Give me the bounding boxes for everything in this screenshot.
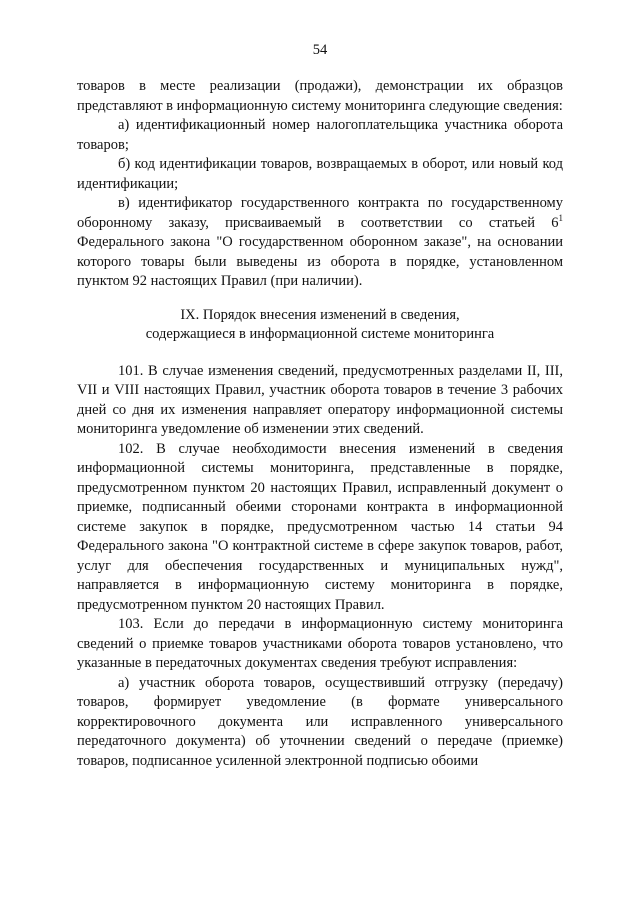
section-heading [77,306,563,345]
paragraph-101: 101. В случае изменения сведений, предусмотренных разделами II, III, VII и VIII настоящих Правил, участник оборота товаров в течение 3 рабочих дней со дня их изменения направляет оператору информационной системы мониторинга уведомление об изменении этих сведений. [77,362,563,437]
paragraph-continuation: товаров в месте реализации (продажи), демонстрации их образцов представляют в информационную систему мониторинга следующие сведения: [77,78,563,114]
paragraph-item-a: а) идентификационный номер налогоплательщика участника оборота товаров; [77,117,563,153]
article-superscript: 1 [558,212,563,223]
paragraph-103-a: а) участник оборота товаров, осуществивший отгрузку (передачу) товаров, формирует уведомление (в формате универсального корректировочного документа или исправленного универсального передаточного документа) об уточнении сведений о передаче (приемке) товаров, подписанное усиленной электронной подписью обоими [77,674,563,769]
section-heading-line-1: IX. Порядок внесения изменений в сведения, [180,306,460,323]
paragraph-item-v [77,194,563,292]
paragraph-103: 103. Если до передачи в информационную систему мониторинга сведений о приемке товаров участниками оборота товаров установлено, что указанные в передаточных документах сведения требуют исправления: [77,616,563,671]
paragraph-item-b: б) код идентификации товаров, возвращаемых в оборот, или новый код идентификации; [77,156,563,192]
document-body [77,77,563,771]
paragraph-item-v-before: в) идентификатор государственного контракта по государственному оборонному заказу, присваиваемый в соответствии со статьей 6 [77,195,563,231]
paragraph-item-v-after: Федерального закона "О государственном оборонном заказе", на основании которого товары были выведены из оборота в порядке, установленном пунктом 92 настоящих Правил (при наличии). [77,234,563,289]
paragraph-102: 102. В случае необходимости внесения изменений в сведения информационной системы мониторинга, представленные в порядке, предусмотренном пунктом 20 настоящих Правил, исправленный документ о приемке, подписанный обеими сторонами контракта в информационной системе закупок в порядке, предусмотренном частью 14 статьи 94 Федерального закона "О контрактной системе в сфере закупок товаров, работ, услуг для обеспечения государственных и муниципальных нужд", направляется в информационную систему мониторинга в порядке, предусмотренном пунктом 20 настоящих Правил. [77,440,563,613]
page-number: 54 [312,42,328,58]
section-heading-line-2: содержащиеся в информационной системе мониторинга [145,326,495,342]
